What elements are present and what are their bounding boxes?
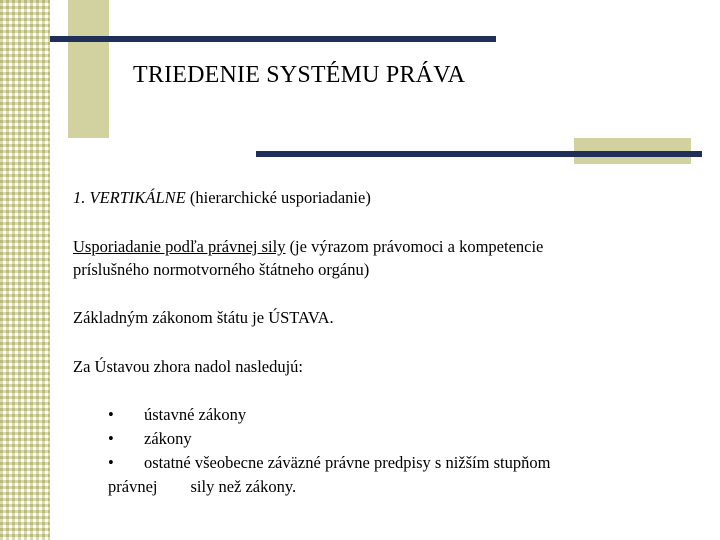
- paragraph-constitution: Základným zákonom štátu je ÚSTAVA.: [73, 308, 334, 327]
- paragraph-following: Za Ústavou zhora nadol nasledujú:: [73, 357, 304, 376]
- decorative-stripe-pattern: [0, 0, 50, 540]
- paragraph-legal-force: [73, 235, 713, 281]
- bullet-icon: •: [108, 405, 114, 424]
- list-item: [108, 451, 550, 474]
- bullet-icon: •: [108, 453, 114, 472]
- list-item-text: ústavné zákony: [144, 405, 247, 424]
- section-heading: [73, 186, 713, 209]
- paragraph-line2: príslušného normotvorného štátneho orgánu): [73, 260, 370, 279]
- bullet-icon: •: [108, 429, 114, 448]
- heading-label: 1. VERTIKÁLNE: [73, 188, 186, 207]
- decorative-navy-bar-top: [50, 36, 496, 42]
- list-item: [108, 427, 192, 450]
- list-item-text: ostatné všeobecne záväzné právne predpisy s nižším stupňom: [144, 453, 551, 472]
- slide-title: TRIEDENIE SYSTÉMU PRÁVA: [133, 62, 466, 88]
- decorative-olive-block-left: [68, 0, 109, 138]
- list-item-continuation: právnej sily než zákony.: [108, 477, 297, 496]
- list-item: [108, 403, 246, 426]
- underlined-phrase: Usporiadanie podľa právnej sily: [73, 237, 286, 256]
- list-item-text: zákony: [144, 429, 192, 448]
- heading-note: (hierarchické usporiadanie): [185, 188, 371, 207]
- decorative-navy-bar-bottom: [256, 151, 702, 157]
- paragraph-rest: (je výrazom právomoci a kompetencie: [285, 237, 544, 256]
